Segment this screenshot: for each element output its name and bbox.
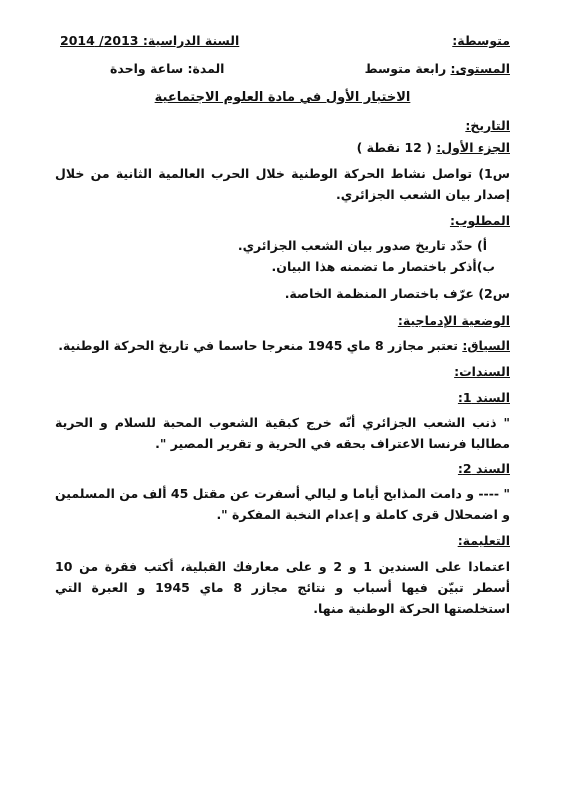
context-label: السياق: (462, 338, 510, 353)
school-label: متوسطة: (452, 33, 510, 48)
required-b: ب)أذكر باختصار ما تضمنه هذا البيان. (271, 259, 495, 274)
part1-heading (357, 140, 510, 156)
part1-title: الجزء الأول: (436, 140, 510, 155)
integration-heading: الوضعية الإدماجية: (397, 313, 510, 328)
duration: المدة: ساعة واحدة (110, 61, 225, 76)
question-2: س2) عرّف باختصار المنظمة الخاصة. (284, 286, 510, 301)
exam-title: الاختبار الأول في مادة العلوم الاجتماعية (154, 90, 411, 105)
documents-label: السندات: (454, 364, 510, 379)
level (365, 61, 510, 77)
context (58, 338, 510, 354)
required-a: أ) حدّد تاريخ صدور بيان الشعب الجزائري. (237, 238, 487, 253)
instruction-label: التعليمة: (457, 533, 510, 548)
required-label: المطلوب: (449, 213, 510, 228)
level-label: المستوى: (450, 61, 510, 76)
school-year-text: السنة الدراسية: 2013/ 2014 (60, 33, 240, 48)
doc1-label: السند 1: (457, 390, 510, 405)
doc2-label: السند 2: (457, 461, 510, 476)
part1-points: ( 12 نقطة ) (356, 140, 432, 155)
doc1-text: " ذنب الشعب الجزائري أنّه خرج كبقية الشعوب المحبة للسلام و الحرية مطالبا فرنسا الاعتراف بحقه في الحرية و تقرير المصير ". (55, 415, 510, 451)
context-text: تعتبر مجازر 8 ماي 1945 منعرجا حاسما في تاريخ الحركة الوطنية. (58, 338, 463, 353)
question-1: س1) تواصل نشاط الحركة الوطنية خلال الحرب العالمية الثانية من خلال إصدار بيان الشعب الجزائري. (55, 166, 510, 202)
level-value: رابعة متوسط (364, 61, 447, 76)
doc2-text: " ---- و دامت المذابح أياما و ليالي أسفرت عن مقتل 45 ألف من المسلمين و اضمحلال قرى كاملة و إعدام النخبة المفكرة ". (55, 486, 510, 522)
date-label: التاريخ: (465, 118, 510, 133)
instruction-text: اعتمادا على السندين 1 و 2 و على معارفك القبلية، أكتب فقرة من 10 أسطر تبيّن فيها أسباب و نتائج مجازر 8 ماي 1945 و العبرة التي استخلصتها الحركة الوطنية منها. (55, 559, 510, 616)
school-year (60, 33, 239, 49)
